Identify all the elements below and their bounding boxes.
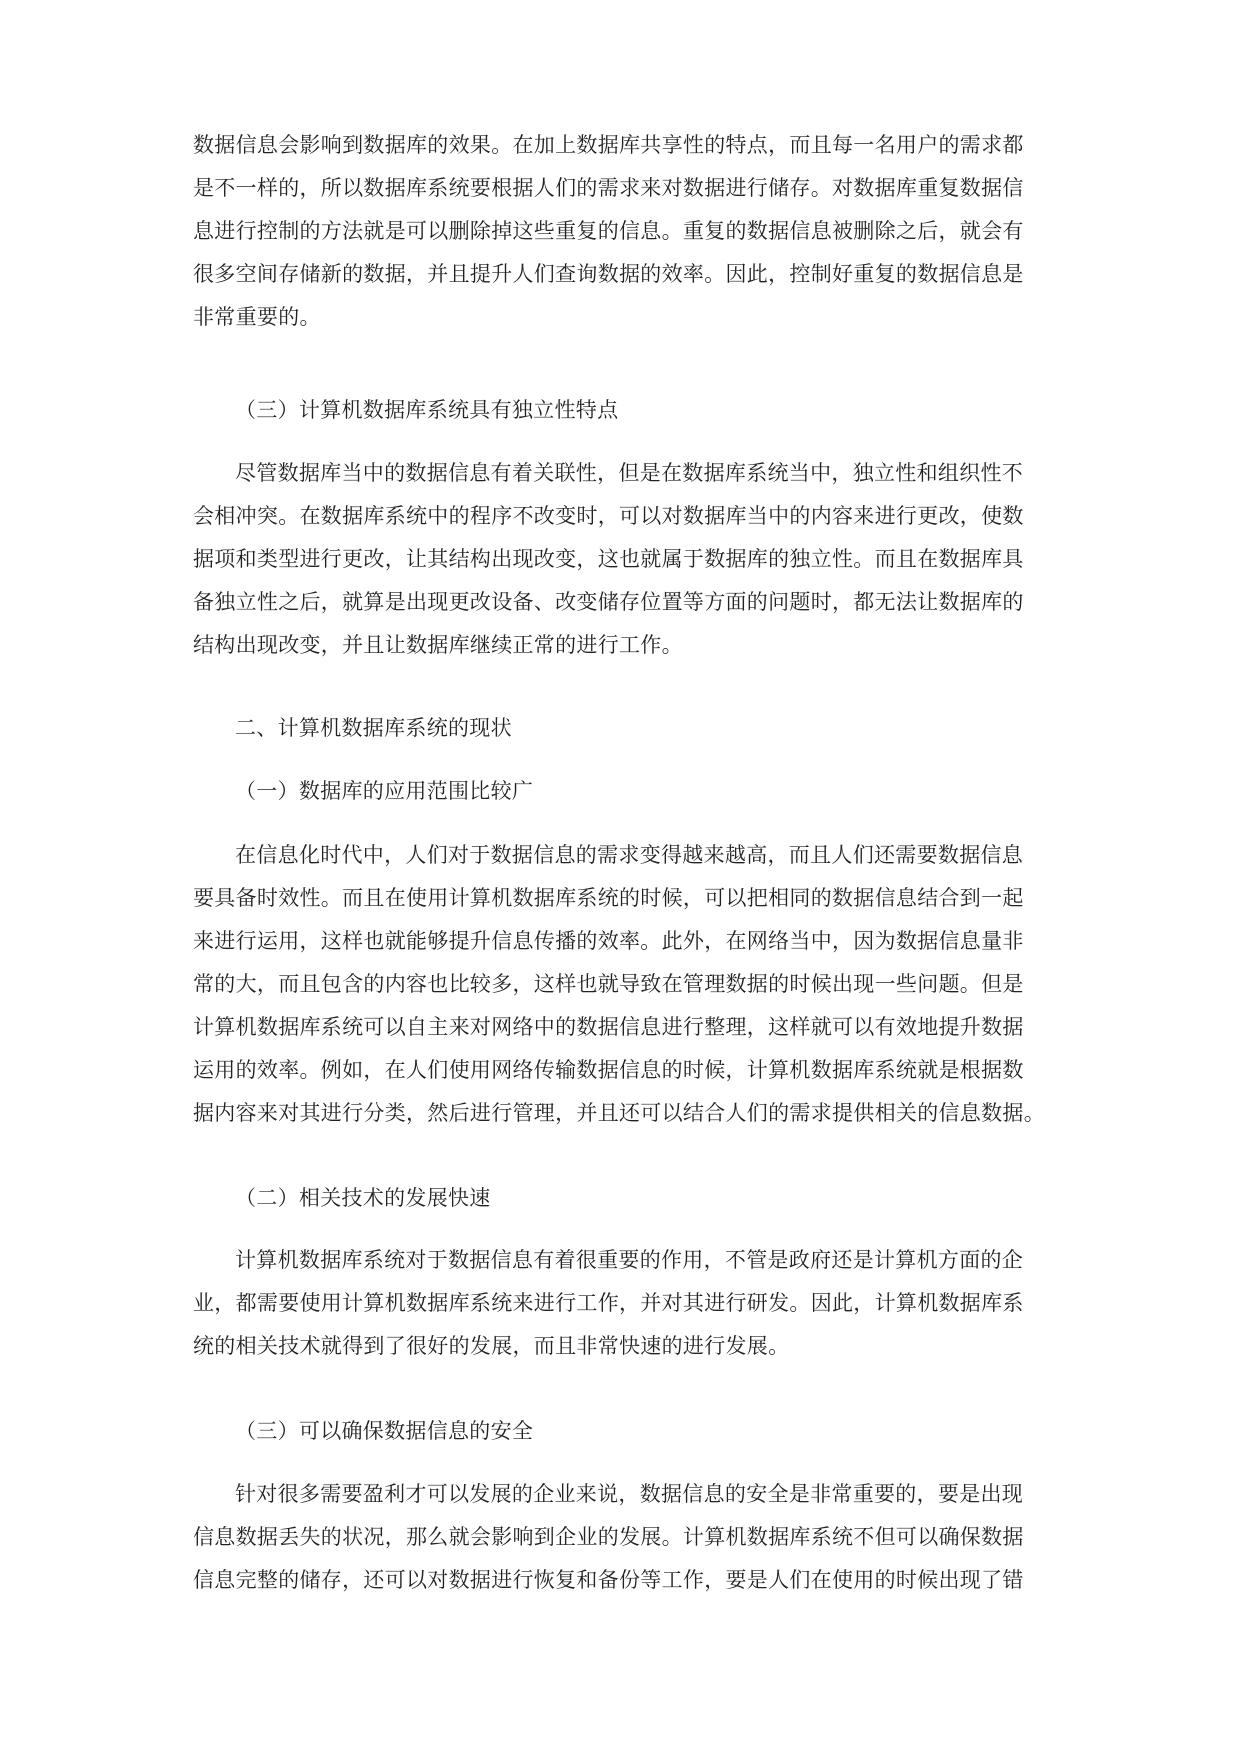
text-line: 数据信息会影响到数据库的效果。在加上数据库共享性的特点，而且每一名用户的需求都	[193, 133, 1024, 157]
text-line: 业，都需要使用计算机数据库系统来进行工作，并对其进行研发。因此，计算机数据库系	[193, 1291, 1024, 1315]
text-line: 尽管数据库当中的数据信息有着关联性，但是在数据库系统当中，独立性和组织性不	[235, 461, 1024, 485]
text-line: 据内容来对其进行分类，然后进行管理，并且还可以结合人们的需求提供相关的信息数据。	[193, 1101, 1045, 1125]
paragraph	[193, 834, 1053, 1135]
subsection-heading	[193, 770, 1095, 813]
heading-text: （二）相关技术的发展快速	[235, 1186, 491, 1210]
text-line: 运用的效率。例如，在人们使用网络传输数据信息的时候，计算机数据库系统就是根据数	[193, 1058, 1024, 1082]
text-line: 统的相关技术就得到了很好的发展，而且非常快速的进行发展。	[193, 1334, 790, 1358]
text-line: 据项和类型进行更改，让其结构出现改变，这也就属于数据库的独立性。而且在数据库具	[193, 547, 1024, 571]
section-heading	[193, 707, 1095, 750]
heading-text: （一）数据库的应用范围比较广	[235, 779, 534, 803]
subsection-heading	[193, 1177, 1095, 1220]
text-line: 计算机数据库系统可以自主来对网络中的数据信息进行整理，这样就可以有效地提升数据	[193, 1015, 1024, 1039]
text-line: 非常重要的。	[193, 305, 321, 329]
paragraph-continuation	[193, 124, 1053, 339]
text-line: 结构出现改变，并且让数据库继续正常的进行工作。	[193, 633, 683, 657]
heading-text: 二、计算机数据库系统的现状	[235, 716, 512, 740]
text-line: 计算机数据库系统对于数据信息有着很重要的作用，不管是政府还是计算机方面的企	[235, 1248, 1024, 1272]
text-line: 信息数据丢失的状况，那么就会影响到企业的发展。计算机数据库系统不但可以确保数据	[193, 1525, 1024, 1549]
text-line: 息进行控制的方法就是可以删除掉这些重复的信息。重复的数据信息被删除之后，就会有	[193, 219, 1024, 243]
subsection-heading	[193, 1410, 1095, 1453]
paragraph	[193, 452, 1053, 667]
text-line: 来进行运用，这样也就能够提升信息传播的效率。此外，在网络当中，因为数据信息量非	[193, 929, 1024, 953]
text-line: 会相冲突。在数据库系统中的程序不改变时，可以对数据库当中的内容来进行更改，使数	[193, 504, 1024, 528]
text-line: 备独立性之后，就算是出现更改设备、改变储存位置等方面的问题时，都无法让数据库的	[193, 590, 1024, 614]
text-line: 要具备时效性。而且在使用计算机数据库系统的时候，可以把相同的数据信息结合到一起	[193, 886, 1024, 910]
paragraph	[193, 1473, 1053, 1602]
text-line: 是不一样的，所以数据库系统要根据人们的需求来对数据进行储存。对数据库重复数据信	[193, 176, 1024, 200]
heading-text: （三）可以确保数据信息的安全	[235, 1419, 534, 1443]
text-line: 常的大，而且包含的内容也比较多，这样也就导致在管理数据的时候出现一些问题。但是	[193, 972, 1024, 996]
text-line: 信息完整的储存，还可以对数据进行恢复和备份等工作，要是人们在使用的时候出现了错	[193, 1568, 1024, 1592]
text-line: 在信息化时代中，人们对于数据信息的需求变得越来越高，而且人们还需要数据信息	[235, 843, 1024, 867]
text-line: 很多空间存储新的数据，并且提升人们查询数据的效率。因此，控制好重复的数据信息是	[193, 262, 1024, 286]
text-line: 针对很多需要盈利才可以发展的企业来说，数据信息的安全是非常重要的，要是出现	[235, 1482, 1024, 1506]
paragraph	[193, 1239, 1053, 1368]
heading-text: （三）计算机数据库系统具有独立性特点	[235, 398, 619, 422]
section-heading	[193, 389, 1095, 432]
